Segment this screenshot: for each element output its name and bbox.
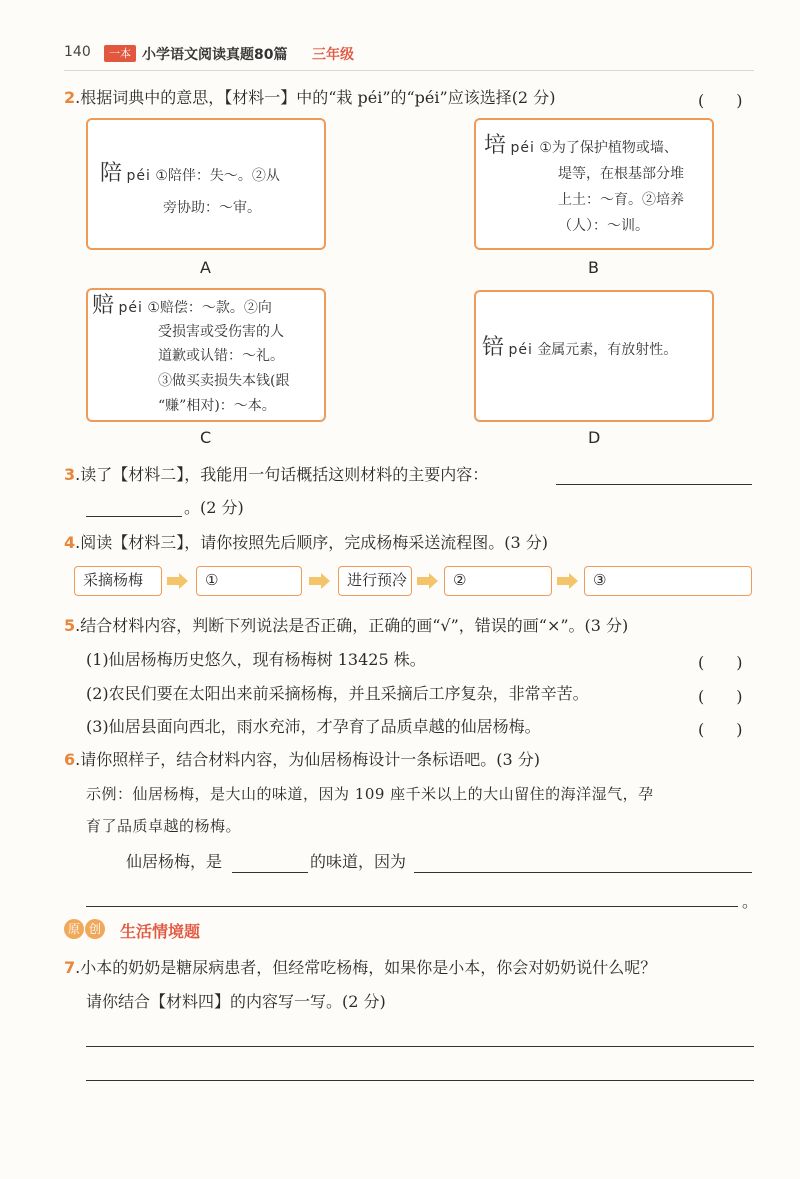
answer-paren[interactable]: ( ) <box>698 720 743 739</box>
book-title: 小学语文阅读真题80篇 <box>142 47 288 63</box>
grade-label: 三年级 <box>312 47 354 63</box>
statement-2: (2)农民们要在太阳出来前采摘杨梅，并且采摘后工序复杂，非常辛苦。 <box>86 684 589 703</box>
option-pinyin: péi <box>118 300 143 316</box>
answer-blank[interactable] <box>414 872 752 873</box>
question-text: .请你照样子，结合材料内容，为仙居杨梅设计一条标语吧。(3 分) <box>75 750 540 769</box>
question-7 <box>64 958 656 978</box>
badge-char: 原 <box>64 919 84 939</box>
option-d-label: D <box>588 428 601 447</box>
question-number: 7 <box>64 958 76 977</box>
original-badge <box>64 918 114 940</box>
flow-blank-1[interactable]: ① <box>196 566 302 596</box>
section-title: 生活情境题 <box>120 922 201 941</box>
definition-line: 金属元素，有放射性。 <box>537 342 678 358</box>
answer-paren[interactable]: ( ) <box>698 687 743 706</box>
question-text: .读了【材料二】，我能用一句话概括这则材料的主要内容： <box>75 465 489 484</box>
question-5 <box>64 616 628 636</box>
statement-1: (1)仙居杨梅历史悠久，现有杨梅树 13425 株。 <box>86 650 426 669</box>
badge-char: 创 <box>85 919 105 939</box>
definition-line: 堤等，在根基部分堆 <box>558 166 684 182</box>
example-line-2: 育了品质卓越的杨梅。 <box>86 817 242 835</box>
question-3 <box>64 465 488 485</box>
header-divider <box>64 70 754 71</box>
fill-middle: 的味道，因为 <box>310 852 407 871</box>
flow-step-pick: 采摘杨梅 <box>74 566 162 596</box>
question-number: 3 <box>64 465 76 484</box>
question-text: .根据词典中的意思，【材料一】中的“栽 péi”的“péi”应该选择(2 分) <box>75 88 556 107</box>
question-number: 4 <box>64 533 76 552</box>
answer-blank[interactable] <box>232 872 308 873</box>
answer-line[interactable] <box>86 1046 754 1047</box>
answer-blank[interactable] <box>556 484 752 485</box>
question-6 <box>64 750 540 770</box>
question-2 <box>64 88 555 108</box>
page-number: 140 <box>64 44 91 60</box>
definition-line: 上土：～育。②培养 <box>558 192 684 208</box>
question-text: .小本的奶奶是糖尿病患者，但经常吃杨梅，如果你是小本，你会对奶奶说什么呢？ <box>75 958 657 977</box>
answer-line[interactable] <box>86 906 738 907</box>
question-3-tail: 。(2 分) <box>184 498 244 517</box>
question-text: .阅读【材料三】，请你按照先后顺序，完成杨梅采送流程图。(3 分) <box>75 533 548 552</box>
answer-line[interactable] <box>86 1080 754 1081</box>
option-char: 锫 <box>482 335 505 360</box>
flow-blank-3[interactable]: ③ <box>584 566 752 596</box>
flow-blank-2[interactable]: ② <box>444 566 552 596</box>
option-char: 培 <box>484 133 507 158</box>
option-char: 赔 <box>92 293 115 318</box>
definition-line: 道歉或认错：～礼。 <box>158 348 284 364</box>
answer-blank[interactable] <box>86 516 182 517</box>
definition-line: ①赔偿：～款。②向 <box>147 300 272 316</box>
question-number: 2 <box>64 88 76 107</box>
question-7-line-2: 请你结合【材料四】的内容写一写。(2 分) <box>86 992 386 1011</box>
definition-line: “赚”相对)：～本。 <box>158 398 276 414</box>
option-b-label: B <box>588 258 599 277</box>
option-b-box <box>474 118 714 250</box>
question-4 <box>64 533 548 553</box>
end-mark: 。 <box>742 892 759 911</box>
brand-logo: 一本 <box>104 45 136 62</box>
fill-prefix: 仙居杨梅，是 <box>126 852 223 871</box>
definition-line: ③做买卖损失本钱(跟 <box>158 373 290 389</box>
option-a-box <box>86 118 326 250</box>
answer-paren[interactable]: ( ) <box>698 91 743 110</box>
question-number: 6 <box>64 750 76 769</box>
option-c-box <box>86 288 326 422</box>
option-d-box <box>474 290 714 422</box>
statement-3: (3)仙居县面向西北，雨水充沛，才孕育了品质卓越的仙居杨梅。 <box>86 717 541 736</box>
option-char: 陪 <box>100 161 123 186</box>
option-c-label: C <box>200 428 212 447</box>
answer-paren[interactable]: ( ) <box>698 653 743 672</box>
question-text: .结合材料内容，判断下列说法是否正确，正确的画“√”，错误的画“×”。(3 分) <box>75 616 629 635</box>
option-pinyin: péi <box>510 140 535 156</box>
option-a-label: A <box>200 258 211 277</box>
option-pinyin: péi <box>508 342 533 358</box>
option-pinyin: péi <box>126 168 151 184</box>
definition-line: 旁协助：～审。 <box>163 200 261 216</box>
definition-line: ①为了保护植物或墙、 <box>539 140 678 156</box>
definition-line: （人）：～训。 <box>558 218 649 234</box>
flow-step-precool: 进行预冷 <box>338 566 412 596</box>
example-line-1: 示例：仙居杨梅，是大山的味道，因为 109 座千米以上的大山留住的海洋湿气，孕 <box>86 785 654 803</box>
definition-line: 受损害或受伤害的人 <box>158 324 284 340</box>
question-number: 5 <box>64 616 76 635</box>
definition-line: ①陪伴：失～。②从 <box>155 168 280 184</box>
